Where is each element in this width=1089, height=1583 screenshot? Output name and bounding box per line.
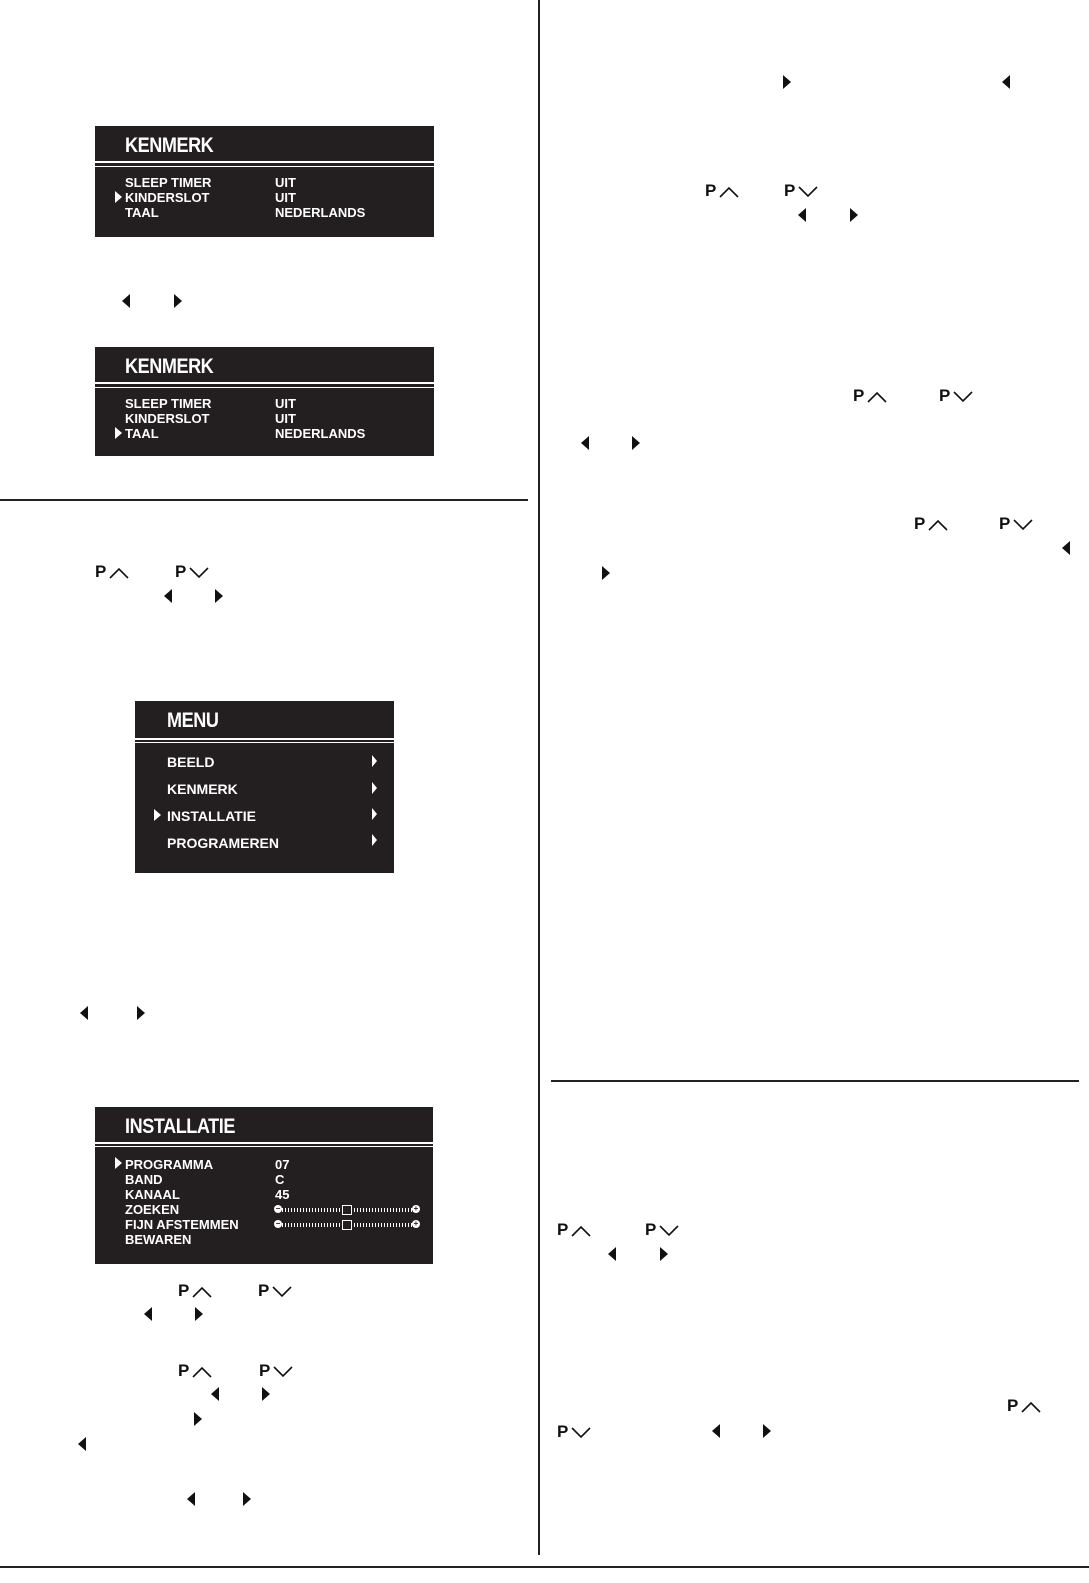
osd-title-rule: [95, 382, 434, 384]
p-key-letter: P: [557, 1422, 569, 1441]
right-arrow-icon: [602, 566, 610, 580]
osd-title-rule: [95, 1142, 433, 1144]
osd-row-label: BAND: [125, 1172, 163, 1187]
left-arrow-icon: [187, 1492, 195, 1506]
slider-knob: [342, 1205, 352, 1215]
osd-title: INSTALLATIE: [125, 1115, 235, 1138]
right-arrow-icon: [137, 1006, 145, 1020]
menu-item-installatie: INSTALLATIE: [167, 808, 256, 824]
p-up-key-icon: [914, 514, 948, 534]
osd-title-rule: [135, 742, 394, 743]
osd-row-label: TAAL: [125, 205, 159, 220]
pointer-arrow-icon: [115, 1157, 122, 1169]
left-arrow-icon: [122, 294, 130, 308]
p-key-letter: P: [178, 1281, 190, 1300]
p-key-letter: P: [258, 1281, 270, 1300]
osd-row-label: BEWAREN: [125, 1232, 192, 1247]
slider-plus-icon: +: [413, 1219, 419, 1228]
osd-row-value: NEDERLANDS: [275, 205, 366, 220]
left-arrow-icon: [798, 208, 806, 222]
p-key-letter: P: [645, 1220, 657, 1239]
osd-title: KENMERK: [125, 134, 214, 157]
left-arrow-icon: [608, 1247, 616, 1261]
p-key-letter: P: [999, 514, 1011, 533]
slider-plus-icon: +: [413, 1204, 419, 1213]
pointer-arrow-icon: [115, 191, 122, 203]
right-arrow-icon: [194, 1412, 202, 1426]
p-up-key-icon: [1007, 1396, 1041, 1416]
osd-row-label: KANAAL: [125, 1187, 180, 1202]
menu-item-kenmerk: KENMERK: [167, 781, 238, 797]
p-key-letter: P: [259, 1361, 271, 1380]
left-arrow-icon: [712, 1424, 720, 1438]
osd-row-label: ZOEKEN: [125, 1202, 180, 1217]
p-down-key-icon: [645, 1220, 679, 1240]
left-arrow-icon: [211, 1387, 219, 1401]
osd-row-value: 07: [275, 1157, 290, 1172]
right-arrow-icon: [195, 1307, 203, 1321]
slider-knob: [342, 1220, 352, 1230]
p-key-letter: P: [557, 1220, 569, 1239]
p-key-letter: P: [784, 181, 796, 200]
pointer-arrow-icon: [115, 427, 122, 439]
p-up-key-icon: [95, 562, 129, 582]
p-down-key-icon: [258, 1281, 292, 1301]
kenmerk-osd-panel-2: [95, 347, 434, 456]
left-arrow-icon: [80, 1006, 88, 1020]
osd-title-rule: [95, 166, 434, 167]
osd-title-rule: [95, 387, 434, 388]
submenu-arrow-icon: [372, 782, 377, 794]
p-up-key-icon: [705, 181, 739, 201]
p-key-letter: P: [175, 562, 187, 581]
osd-row-value: UIT: [275, 411, 296, 426]
left-arrow-icon: [581, 436, 589, 450]
left-arrow-icon: [1002, 75, 1010, 89]
p-key-letter: P: [939, 386, 951, 405]
p-down-key-icon: [175, 562, 209, 582]
p-up-key-icon: [178, 1361, 212, 1381]
osd-row-value: NEDERLANDS: [275, 426, 366, 441]
p-up-key-icon: [853, 386, 887, 406]
osd-row-value: C: [275, 1172, 285, 1187]
slider-minus-icon: −: [275, 1204, 281, 1213]
p-key-letter: P: [914, 514, 926, 533]
osd-row-label-selected: PROGRAMMA: [125, 1157, 214, 1172]
left-arrow-icon: [164, 589, 172, 603]
osd-title-rule: [95, 1146, 433, 1147]
menu-item-beeld: BEELD: [167, 754, 215, 770]
slider-minus-icon: −: [275, 1219, 281, 1228]
submenu-arrow-icon: [372, 755, 377, 767]
section-divider-left: [0, 499, 528, 501]
osd-title-rule: [135, 738, 394, 740]
osd-row-label: FIJN AFSTEMMEN: [125, 1217, 239, 1232]
kenmerk-osd-panel-1: [95, 126, 434, 237]
osd-row-label-selected: TAAL: [125, 426, 159, 441]
pointer-arrow-icon: [154, 809, 161, 821]
right-arrow-icon: [763, 1424, 771, 1438]
right-arrow-icon: [215, 589, 223, 603]
page-bottom-rule: [0, 1566, 1089, 1568]
p-down-key-icon: [999, 514, 1033, 534]
osd-title: MENU: [167, 709, 219, 732]
p-key-letter: P: [95, 562, 107, 581]
column-divider: [538, 0, 540, 1555]
p-down-key-icon: [939, 386, 973, 406]
section-divider-right: [551, 1080, 1079, 1082]
osd-title: KENMERK: [125, 355, 214, 378]
osd-row-value: UIT: [275, 396, 296, 411]
left-arrow-icon: [78, 1437, 86, 1451]
main-menu-osd-panel: [135, 701, 394, 873]
p-down-key-icon: [784, 181, 818, 201]
left-arrow-icon: [1062, 541, 1070, 555]
p-down-key-icon: [259, 1361, 293, 1381]
right-arrow-icon: [850, 208, 858, 222]
p-key-letter: P: [705, 181, 717, 200]
fijn-afstemmen-slider: [274, 1220, 420, 1230]
osd-row-value: UIT: [275, 190, 296, 205]
p-up-key-icon: [557, 1220, 591, 1240]
osd-title-rule: [95, 161, 434, 163]
p-key-letter: P: [1007, 1396, 1019, 1415]
left-arrow-icon: [144, 1307, 152, 1321]
submenu-arrow-icon: [372, 808, 377, 820]
osd-row-value: UIT: [275, 175, 296, 190]
menu-item-programeren: PROGRAMEREN: [167, 835, 280, 851]
osd-row-label: SLEEP TIMER: [125, 175, 212, 190]
right-arrow-icon: [660, 1247, 668, 1261]
right-arrow-icon: [174, 294, 182, 308]
installatie-osd-panel: [95, 1107, 433, 1264]
right-arrow-icon: [783, 75, 791, 89]
p-key-letter: P: [178, 1361, 190, 1380]
zoeken-slider: [274, 1205, 420, 1215]
right-arrow-icon: [243, 1492, 251, 1506]
right-arrow-icon: [632, 436, 640, 450]
p-down-key-icon: [557, 1422, 591, 1442]
osd-row-label-selected: KINDERSLOT: [125, 190, 210, 205]
osd-row-label: KINDERSLOT: [125, 411, 210, 426]
osd-row-label: SLEEP TIMER: [125, 396, 212, 411]
p-up-key-icon: [178, 1281, 212, 1301]
p-key-letter: P: [853, 386, 865, 405]
right-arrow-icon: [262, 1387, 270, 1401]
submenu-arrow-icon: [372, 834, 377, 846]
osd-row-value: 45: [275, 1187, 290, 1202]
